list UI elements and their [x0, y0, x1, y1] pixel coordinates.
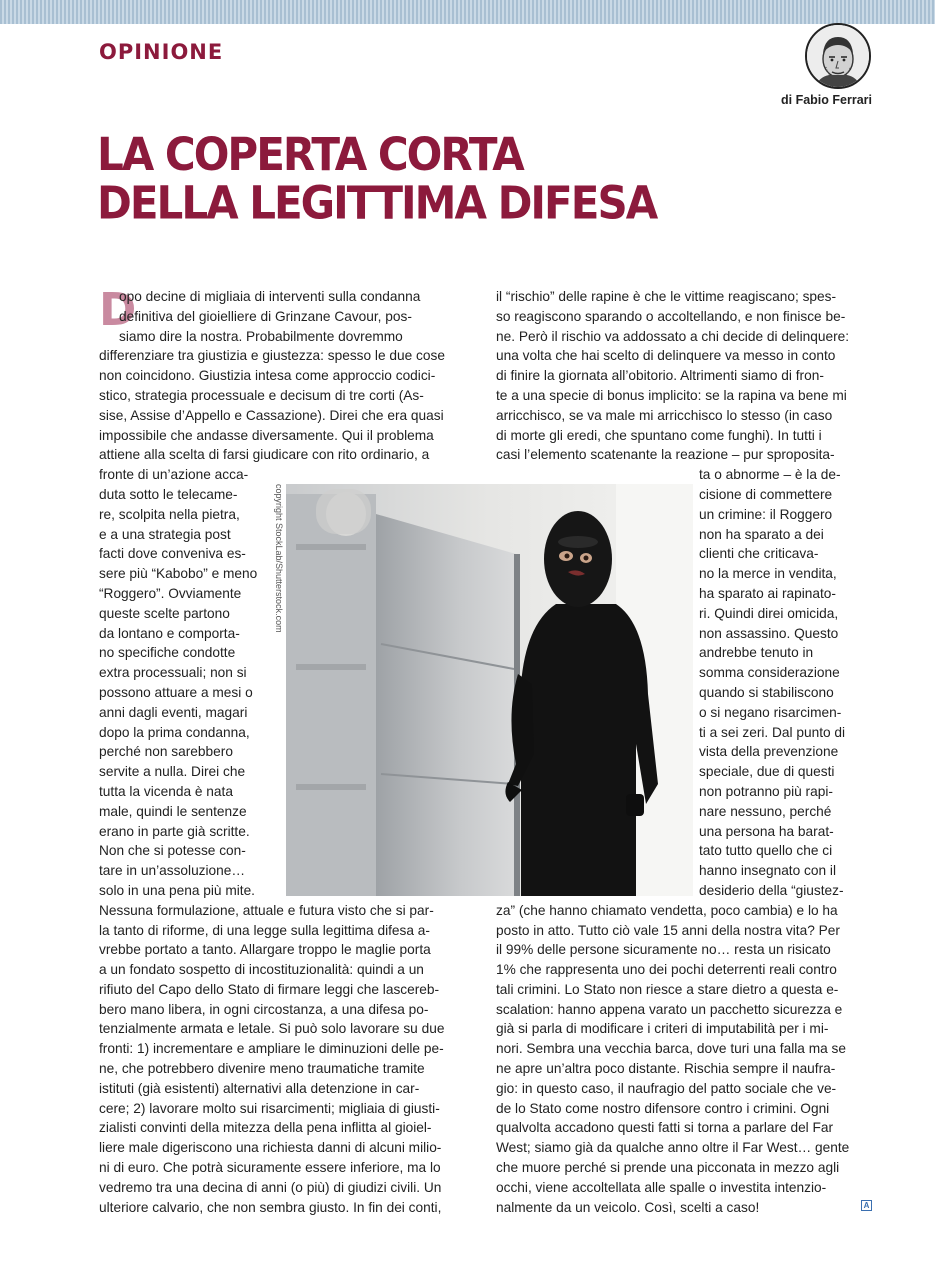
article-text-line: vista della prevenzione [699, 744, 839, 760]
article-text-line: tutta la vicenda è nata [99, 783, 233, 799]
article-text-line: di morte gli eredi, che spuntano come funghi). In tutti i [496, 427, 822, 443]
article-text-line: 1% che rappresenta uno dei pochi deterrenti reali contro [496, 962, 837, 978]
article-text-line: una volta che hai scelto di delinquere va messo in conto [496, 348, 836, 364]
dropcap: D [99, 283, 137, 336]
article-text-line: sise, Assise d’Appello e Cassazione). Direi che era quasi [99, 407, 444, 423]
article-text-line: liere male digeriscono una richiesta danni di alcuni milio- [99, 1140, 442, 1156]
article-text-line: il 99% delle persone sicuramente no… resta un risicato [496, 942, 831, 958]
article-text-line: vrebbe portato a tanto. Allargare troppo le maglie porta [99, 942, 431, 958]
headline-line-2: DELLA LEGITTIMA DIFESA [97, 176, 657, 230]
article-text-line: no la merce in vendita, [699, 566, 837, 582]
article-text-line: qualvolta accadono questi fatti si torna a parlare del Far [496, 1120, 834, 1136]
article-text-line: nalmente da un veicolo. Così, scelti a caso! [496, 1199, 760, 1215]
article-text-line: e a una strategia post [99, 526, 231, 542]
article-text-line: che muore perché si prende una picconata in mezzo agli [496, 1160, 840, 1176]
section-label: OPINIONE [99, 40, 224, 64]
article-text-line: facti dove conveniva es- [99, 546, 246, 562]
article-text-line: arricchisco, se va male mi arricchisco lo stesso (in caso [496, 407, 833, 423]
article-photo-burglar [286, 484, 693, 896]
article-text-line: extra processuali; non si [99, 665, 247, 681]
article-text-line: di finire la giornata all’obitorio. Altrimenti siamo di fron- [496, 368, 824, 384]
article-text-line: occhi, viene accoltellata alle spalle o investita intenzio- [496, 1179, 827, 1195]
article-text-line: Non che si potesse con- [99, 843, 246, 859]
article-text-line: male, quindi le sentenze [99, 803, 247, 819]
headline [97, 127, 657, 230]
article-text-line: attiene alla scelta di farsi giudicare con rito ordinario, a [99, 447, 430, 463]
article-text-line: dopo la prima condanna, [99, 724, 250, 740]
article-text-line: nare nessuno, perché [699, 803, 832, 819]
article-text-line: definitiva del gioielliere di Grinzane Cavour, pos- [119, 308, 412, 324]
article-text-line: za” (che hanno chiamato vendetta, poco cambia) e lo ha [496, 902, 838, 918]
article-text-line: il “rischio” delle rapine è che le vittime reagiscano; spes- [496, 289, 837, 304]
article-text-line: cisione di commettere [699, 486, 833, 502]
article-text-line: ulteriore calvario, che non sembra giusto. In fin dei conti, [99, 1199, 442, 1215]
article-text-line: Nessuna formulazione, attuale e futura visto che si par- [99, 902, 434, 918]
article-text-line: “Roggero”. Ovviamente [99, 585, 242, 601]
article-text-line: scalation: hanno appena varato un pacchetto sicurezza e [496, 1001, 843, 1017]
article-text-line: istituti (già esistenti) alternativi alla detenzione in car- [99, 1080, 420, 1096]
article-text-line: non coincidono. Giustizia intesa come approccio codici- [99, 368, 436, 384]
article-text-line: ri. Quindi direi omicida, [699, 605, 839, 621]
article-text-line: speciale, due di questi [699, 764, 835, 780]
article-text-line: cere; 2) lavorare molto sui risarcimenti; migliaia di giusti- [99, 1100, 440, 1116]
article-text-line: ti a sei zeri. Dal punto di [699, 724, 846, 740]
article-text-line: duta sotto le telecame- [99, 486, 238, 502]
article-text-line: non ha sparato a dei [699, 526, 824, 542]
article-text-line: ne, che potrebbero divenire meno traumatiche tramite [99, 1061, 425, 1077]
article-text-line: de lo Stato come nostro difensore contro i crimini. Ogni [496, 1100, 830, 1116]
article-text-line: o si negano risarcimen- [699, 704, 842, 720]
article-text-line: gio: in questo caso, il naufragio del patto sociale che ve- [496, 1080, 837, 1096]
article-text-line: tato tutto quello che ci [699, 843, 833, 859]
top-decorative-band [0, 0, 935, 24]
article-text-line: non potranno più rapi- [699, 783, 833, 799]
article-text-line: vedremo tra una decina di anni (o più) di giudizi civili. Un [99, 1179, 442, 1195]
article-text-line: impossibile che andasse diversamente. Qui il problema [99, 427, 434, 443]
article-text-line: a un fondato sospetto di incostituzionalità: quindi a un [99, 962, 424, 978]
article-text-line: differenziare tra giustizia e giustezza: spesso le due cose [99, 348, 445, 364]
article-text-line: fronti: 1) incrementare e ampliare le diminuzioni delle pe- [99, 1041, 444, 1057]
article-text-line: stico, strategia processuale e decisum di tre corti (As- [99, 387, 424, 403]
article-text-line: tenzialmente armata e letale. Si può solo lavorare su due [99, 1021, 445, 1037]
end-of-article-mark: A [861, 1200, 872, 1211]
article-text-line: già si parla di modificare i criteri di imputabilità per i mi- [496, 1021, 829, 1037]
article-text-line: anni dagli eventi, magari [99, 704, 248, 720]
article-text-line: desiderio della “giustez- [699, 882, 844, 898]
article-text-line: un crimine: il Roggero [699, 506, 833, 522]
author-portrait [805, 23, 871, 89]
article-text-line: clienti che criticava- [699, 546, 819, 562]
article-text-line: ne apre un’altra poco distante. Rischia sempre il naufra- [496, 1061, 836, 1077]
article-text-line: servite a nulla. Direi che [99, 764, 246, 780]
headline-line-1: LA COPERTA CORTA [97, 127, 523, 181]
article-text-line: rifiuto del Capo dello Stato di firmare leggi che lascereb- [99, 981, 440, 997]
article-text-line: erano in parte già scritte. [99, 823, 250, 839]
article-text-line: zialisti convinti della mitezza della pena inflitta al gioiel- [99, 1120, 432, 1136]
article-text-line: te a una specie di bonus implicito: se la rapina va bene mi [496, 387, 847, 403]
article-text-line: solo in una pena più mite. [99, 882, 255, 898]
article-text-line: andrebbe tenuto in [699, 645, 814, 661]
article-text-line: nori. Sembra una vecchia barca, dove turi una falla ma se [496, 1041, 846, 1057]
article-text-line: fronte di un’azione acca- [99, 467, 249, 483]
article-text-line: queste scelte partono [99, 605, 230, 621]
article-text-line: hanno insegnato con il [699, 863, 836, 879]
article-text-line: West; siamo già da qualche anno oltre il Far West… gente [496, 1140, 850, 1156]
article-text-line: quando si stabiliscono [699, 684, 834, 700]
article-text-line: ne. Però il rischio va addossato a chi decide di delinquere: [496, 328, 850, 344]
author-byline: di Fabio Ferrari [781, 93, 872, 107]
article-text-line: la tanto di riforme, di una legge sulla legittima difesa a- [99, 922, 430, 938]
article-text-line: posto in atto. Tutto ciò vale 15 anni della nostra vita? Per [496, 922, 840, 938]
article-text-line: sere più “Kabobo” e meno [99, 566, 258, 582]
article-text-line: siamo dire la nostra. Probabilmente dovremmo [119, 328, 403, 344]
article-text-line: opo decine di migliaia di interventi sulla condanna [119, 289, 421, 304]
article-text-line: somma considerazione [699, 665, 840, 681]
article-text-line: ta o abnorme – è la de- [699, 467, 841, 483]
article-text-line: ha sparato ai rapinato- [699, 585, 836, 601]
article-text-line: possono attuare a mesi o [99, 684, 253, 700]
article-text-line: da lontano e comporta- [99, 625, 240, 641]
article-text-line: bero mano libera, in ogni circostanza, a una difesa po- [99, 1001, 429, 1017]
article-text-line: re, scolpita nella pietra, [99, 506, 240, 522]
article-text-line: tare in un’assoluzione… [99, 863, 246, 879]
article-text-line: perché non sarebbero [99, 744, 233, 760]
article-text-line: so reagiscono sparando o accoltellando, e non finisce be- [496, 308, 846, 324]
article-text-line: una persona ha barat- [699, 823, 834, 839]
article-text-line: no specifiche condotte [99, 645, 236, 661]
article-text-line: tali crimini. Lo Stato non riesce a stare dietro a questa e- [496, 981, 839, 997]
article-text-line: ni di euro. Che potrà sicuramente essere inferiore, ma lo [99, 1160, 441, 1176]
article-text-line: non assassino. Questo [699, 625, 839, 641]
photo-credit: copyright StockLab/Shutterstock.com [274, 484, 284, 633]
article-text-line: casi l’elemento scatenante la reazione – pur sproposita- [496, 447, 835, 463]
